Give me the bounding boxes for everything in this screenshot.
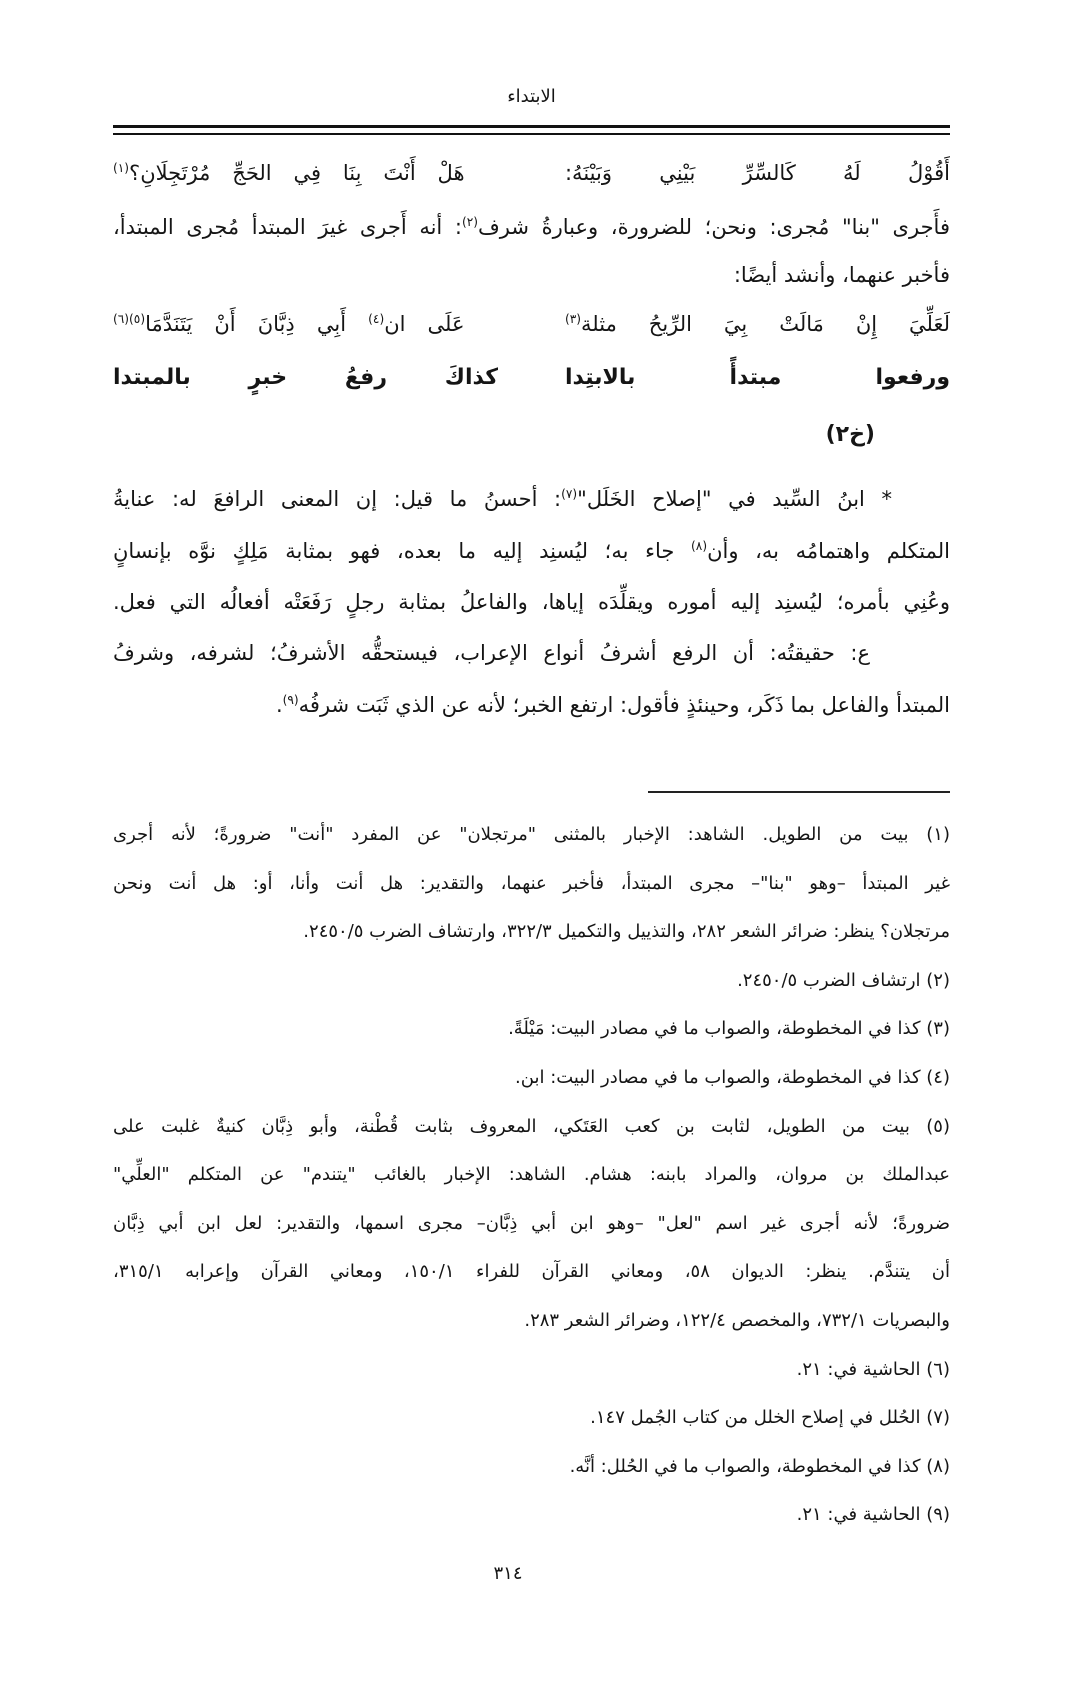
footnote-line [113,1011,950,1047]
footnote-number: (٥) [926,1116,950,1137]
footnote-ref: (٣) [564,312,582,326]
verse-hemistich-second: كذاكَ رفعُ خبرٍ بالمبتدا [113,365,499,390]
verse-text: أَبِي ذِبَّانَ أَنْ يَتَنَدَّمَا [145,312,369,336]
footnote-line: ضرورةً؛ لأنه أجرى غير اسم "لعل" –وهو ابن أبي ذِبَّان– مجرى اسمها، والتقدير: لعل ابن أبي ذِبَّان [113,1213,950,1234]
footnote-ref: (٧) [561,487,578,501]
footnote-ref: (٨) [691,539,708,553]
footnote-line: أن يتندَّم. ينظر: الديوان ٥٨، ومعاني القرآن للفراء ١٥٠/١، ومعاني القرآن وإعرابه ٣١٥/١، [113,1261,950,1282]
verse-hemistich-second [113,153,465,193]
footnote-text: الحُلل في إصلاح الخلل من كتاب الجُمل ١٤٧. [590,1407,921,1428]
bold-verse-line [113,356,950,400]
footnote-ref: (٢) [461,215,479,229]
footnote-ref: (٥)(٦) [113,312,146,326]
footnote-line: والبصريات ٧٣٢/١، والمخصص ١٢٢/٤، وضرائر الشعر ٢٨٣. [524,1310,950,1331]
body-text: * ابنُ السِّيد في "إصلاح الخَلَل" [577,487,893,511]
footnote-text: الحاشية في: ٢١. [796,1504,921,1525]
footnote-number: (٧) [926,1407,950,1428]
verse-text: عَلَى ان [384,312,465,336]
verse-text: هَلْ أَنْتَ بِنَا فِي الحَجِّ مُرْتَجِلَانِ؟ [129,161,465,185]
body-line: وعُنِي بأمره؛ ليُسنِد إليه أموره ويقلِّدَه إياها، والفاعلُ بمثابة رجلٍ رَفَعَتْه أفعالُه التي فعل. [113,590,950,614]
verse-line-2 [113,304,950,344]
body-text: . [275,693,283,717]
footnote-text: كذا في المخطوطة، والصواب ما في الحُلل: أنَّه. [569,1456,921,1477]
footnote-ref: (١) [113,161,130,175]
body-text: : أنه أَجرى غيرَ المبتدأ مُجرى المبتدأ، [113,215,462,239]
body-line [113,685,950,725]
body-text: : أحسنُ ما قيل: إن المعنى الرافعَ له: عنايةُ [113,487,562,511]
verse-hemistich-first: أَقُوْلُ لَهُ كَالسِّرِّ بَيْنِي وَبَيْنَهُ: [564,161,950,185]
footnote-number: (٢) [926,970,950,991]
footnote-line [113,1060,950,1096]
footnote-line [113,1109,950,1145]
body-line [113,479,950,519]
running-head: الابتداء [507,86,556,107]
footnote-number: (٤) [926,1067,950,1088]
footnote-text: بيت من الطويل، لثابت بن كعب العَتَكي، المعروف بثابت قُطْنة، وأبو ذِبَّان كنيةٌ غلبت على [113,1116,910,1137]
verse-hemistich-first: ورفعوا مبتدأً بالابتِدا [564,365,950,390]
footnote-text: ارتشاف الضرب ٢٤٥٠/٥. [737,970,921,991]
manuscript-marker: (خ٢) [825,422,875,447]
footnote-number: (٣) [926,1018,950,1039]
body-text: فأَجرى "بنا" مُجرى: ونحن؛ للضرورة، وعبارةُ شرف [478,215,950,239]
footnote-number: (٩) [926,1504,950,1525]
footnote-line [113,1400,950,1436]
page-number: ٣١٤ [493,1563,523,1584]
verse-hemistich-second [113,304,465,344]
footnote-number: (٨) [926,1456,950,1477]
verse-hemistich-first [565,304,950,344]
body-text: المبتدأ والفاعل بما ذَكَر، وحينئذٍ فأقول: ارتفع الخبر؛ لأنه عن الذي ثَبَت شرفُه [298,693,950,717]
footnote-number: (٦) [926,1359,950,1380]
body-text: المتكلم واهتمامُه به، وأن [707,539,950,563]
footnote-line [113,817,950,853]
footnote-number: (١) [926,824,950,845]
footnote-line [113,1497,950,1533]
footnote-line: غير المبتدأ –وهو "بنا"– مجرى المبتدأ، فأخبر عنهما، والتقدير: هل أنت وأنا، أو: هل أنت ونحن [113,873,950,894]
footnote-text: الحاشية في: ٢١. [796,1359,921,1380]
footnote-line: مرتجلان؟ ينظر: ضرائر الشعر ٢٨٢، والتذييل والتكميل ٣٢٢/٣، وارتشاف الضرب ٢٤٥٠/٥. [303,921,950,942]
body-line [113,207,950,247]
footnote-ref: (٤) [368,312,385,326]
body-line: ع: حقيقتُه: أن الرفع أشرفُ أنواع الإعراب، فيستحقُّه الأشرفُ؛ لشرفه، وشرفُ [113,641,870,665]
footnote-line: عبدالملك بن مروان، والمراد بابنه: هشام. الشاهد: الإخبار بالغائب "يتندم" عن المتكلم "العلِّي" [113,1164,950,1185]
footnote-text: كذا في المخطوطة، والصواب ما في مصادر البيت: ابن. [515,1067,921,1088]
body-line [113,531,950,571]
header-rule-thick [113,125,950,128]
footnote-text: بيت من الطويل. الشاهد: الإخبار بالمثنى "مرتجلان" عن المفرد "أنت" ضرورةً؛ لأنه أجرى [113,824,909,845]
footnote-separator [648,791,950,793]
footnote-line [113,963,950,999]
footnote-line [113,1449,950,1485]
body-text: جاء به؛ ليُسنِد إليه ما بعده، فهو بمثابة مَلِكٍ نوَّه بإنسانٍ [113,539,692,563]
verse-line-1 [113,153,950,193]
verse-text: لَعَلِّيَ إِنْ مَالَتْ بِيَ الرِّيحُ مثلة [581,312,950,336]
body-line: فأخبر عنهما، وأنشد أيضًا: [733,263,950,287]
footnote-ref: (٩) [282,693,299,707]
header-rule-thin [113,133,950,135]
footnote-line [113,1352,950,1388]
footnote-text: كذا في المخطوطة، والصواب ما في مصادر البيت: مَيْلَةً. [508,1018,921,1039]
